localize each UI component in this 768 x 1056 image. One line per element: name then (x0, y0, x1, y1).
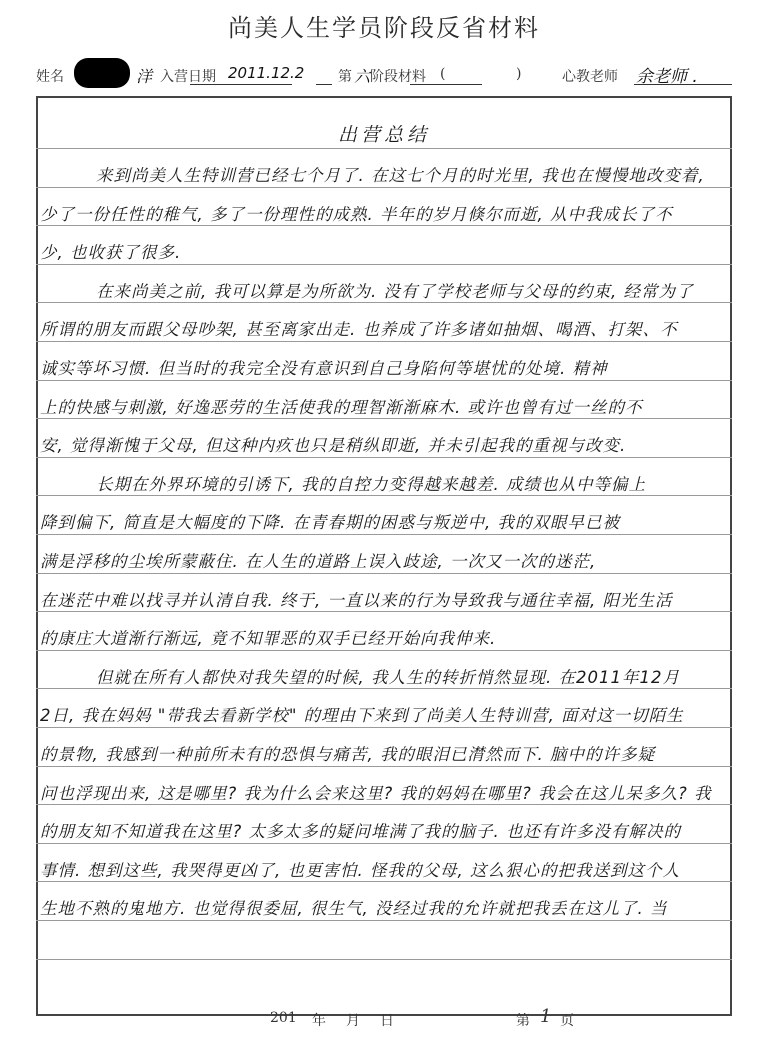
footer-page-number: 1 (540, 1006, 552, 1027)
name-value: 洋 (136, 67, 153, 86)
text-line: 长期在外界环境的引诱下, 我的自控力变得越来越差. 成绩也从中等偏上 (96, 474, 646, 494)
text-line: 降到偏下, 简直是大幅度的下降. 在青春期的困惑与叛逆中, 我的双眼早已被 (40, 513, 620, 533)
entry-date-label: 入营日期 (160, 69, 216, 85)
stage-prefix: 第 (338, 69, 352, 85)
text-line: 满是浮移的尘埃所蒙蔽住. 在人生的道路上误入歧途, 一次又一次的迷茫, (40, 552, 597, 571)
text-line: 事情. 想到这些, 我哭得更凶了, 也更害怕. 怪我的父母, 这么狠心的把我送到这个人 (40, 860, 680, 880)
ruled-line (36, 959, 732, 960)
text-line: 在迷茫中难以找寻并认清自我. 终于, 一直以来的行为导致我与通往幸福, 阳光生活 (40, 590, 673, 610)
footer-year-label: 年 (312, 1013, 326, 1029)
teacher-label: 心教老师 (562, 69, 618, 85)
stage-paren-open: ( (440, 66, 446, 82)
footer-page-suffix: 页 (560, 1013, 574, 1029)
teacher-value: 余老师 . (636, 67, 698, 87)
footer-month-label: 月 (346, 1013, 360, 1029)
stage-underline (316, 66, 332, 85)
text-line: 诚实等坏习惯. 但当时的我完全没有意识到自己身陷何等堪忧的处境. 精神 (40, 359, 608, 378)
footer-page-prefix: 第 (516, 1013, 530, 1029)
stage-paren-close: ) (516, 66, 522, 82)
text-line: 少, 也收获了很多. (40, 243, 182, 263)
text-line: 在来尚美之前, 我可以算是为所欲为. 没有了学校老师与父母的约束, 经常为了 (96, 281, 694, 301)
stage-value: 六 (354, 67, 371, 86)
entry-date-underline (190, 66, 292, 85)
text-line: 的朋友知不知道我在这里? 太多太多的疑问堆满了我的脑子. 也还有许多没有解决的 (40, 822, 681, 842)
section-title: 出营总结 (337, 124, 430, 146)
text-line: 的康庄大道渐行渐远, 竟不知罪恶的双手已经开始向我伸来. (40, 629, 497, 649)
stage-suffix: 阶段材料 (370, 69, 426, 85)
document-title: 尚美人生学员阶段反省材料 (228, 14, 540, 42)
name-label: 姓名 (36, 69, 64, 85)
text-line: 的景物, 我感到一种前所未有的恐惧与痛苦, 我的眼泪已潸然而下. 脑中的许多疑 (40, 745, 655, 764)
stage-paren-underline (410, 66, 482, 85)
text-line: 问也浮现出来, 这是哪里? 我为什么会来这里? 我的妈妈在哪里? 我会在这儿呆多久? 我 (40, 783, 712, 803)
text-line: 来到尚美人生特训营已经七个月了. 在这七个月的时光里, 我也在慢慢地改变着, (96, 166, 705, 185)
footer-year: 201 (270, 1010, 297, 1026)
text-line: 生地不熟的鬼地方. 也觉得很委屈, 很生气, 没经过我的允许就把我丢在这儿了. 当 (40, 899, 668, 919)
text-line: 上的快感与刺激, 好逸恶劳的生活使我的理智渐渐麻木. 或许也曾有过一丝的不 (40, 397, 643, 417)
text-line: 所谓的朋友而跟父母吵架, 甚至离家出走. 也养成了许多诸如抽烟、喝酒、打架、不 (40, 320, 678, 340)
entry-date-value: 2011.12.2 (228, 64, 305, 82)
header-fields (36, 62, 732, 88)
teacher-underline (634, 66, 732, 85)
text-line: 安, 觉得渐愧于父母, 但这种内疚也只是稍纵即逝, 并未引起我的重视与改变. (40, 436, 627, 456)
text-line: 少了一份任性的稚气, 多了一份理性的成熟. 半年的岁月倏尔而逝, 从中我成长了不 (40, 204, 673, 224)
footer-day-label: 日 (380, 1013, 394, 1029)
ruled-line (36, 148, 732, 149)
text-line: 2日, 我在妈妈 "带我去看新学校" 的理由下来到了尚美人生特训营, 面对这一切陌生 (40, 706, 684, 726)
text-line: 但就在所有人都快对我失望的时候, 我人生的转折悄然显现. 在2011年12月 (96, 667, 680, 687)
